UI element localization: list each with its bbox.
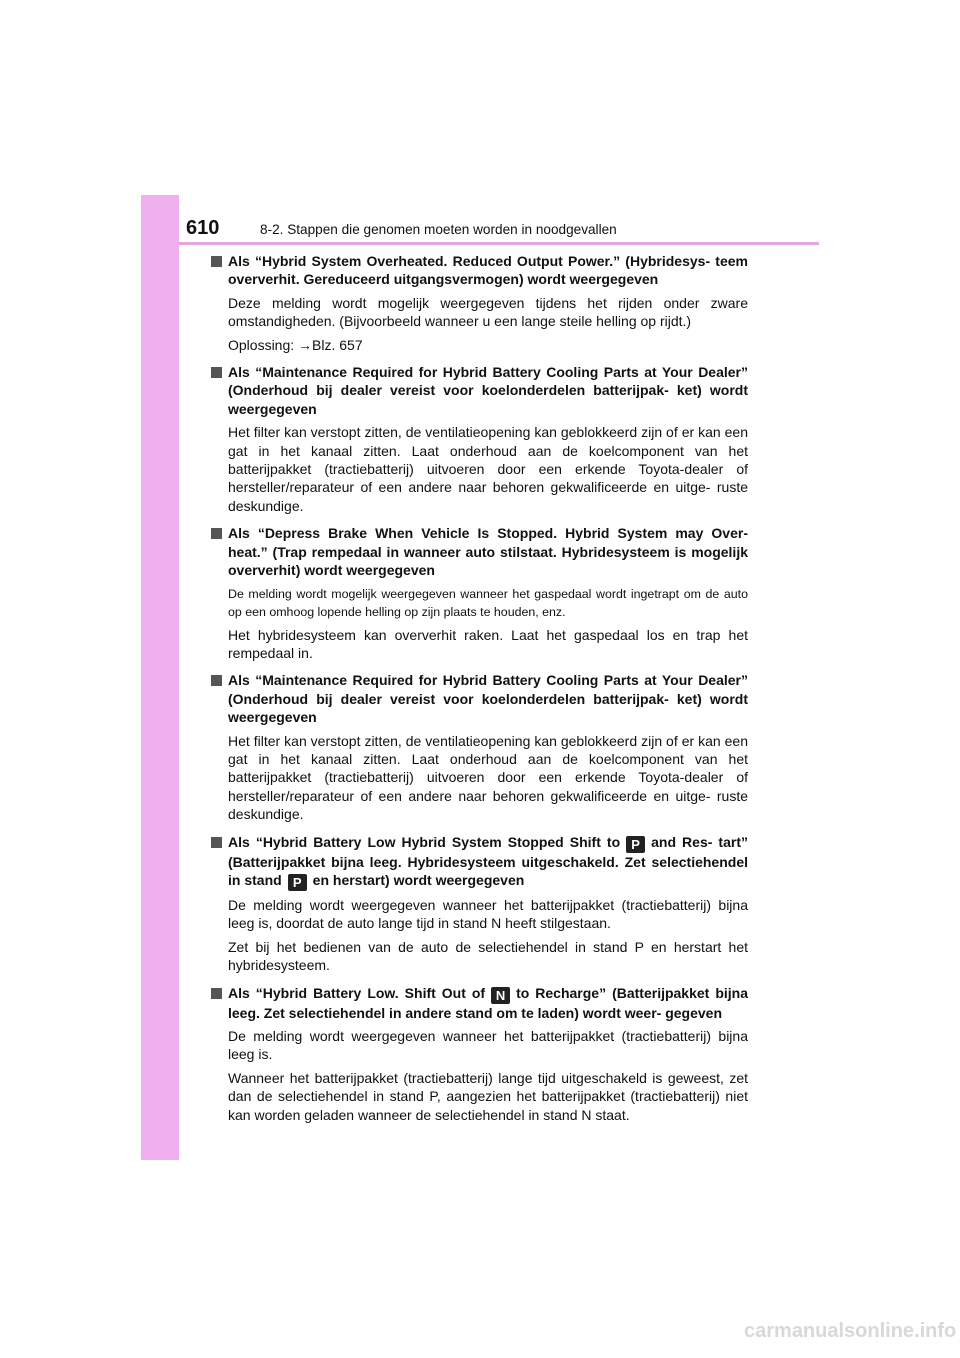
section-heading-text: Als “Maintenance Required for Hybrid Battery Cooling Parts at Your Dealer” (Onderhoud bij dealer vereist voor koelonderdelen batterijpak- ket) wordt weergegeven bbox=[228, 364, 748, 417]
section-maintenance-cooling-parts-repeat bbox=[211, 671, 748, 823]
square-bullet-icon bbox=[211, 837, 222, 848]
section-hybrid-system-overheated bbox=[211, 252, 748, 354]
page-content bbox=[211, 252, 748, 1133]
section-paragraph: Het hybridesysteem kan oververhit raken. Laat het gaspedaal los en trap het rempedaal in. bbox=[228, 626, 748, 661]
section-paragraph: De melding wordt mogelijk weergegeven wanneer het gaspedaal wordt ingetrapt om de auto op een omhoog lopende helling op zijn plaats te houden, enz. bbox=[228, 586, 748, 619]
park-position-icon: P bbox=[288, 874, 307, 891]
section-heading bbox=[211, 524, 748, 579]
page-number: 610 bbox=[186, 217, 220, 239]
park-position-icon: P bbox=[626, 836, 645, 853]
section-paragraph: De melding wordt weergegeven wanneer het batterijpakket (tractiebatterij) bijna leeg is. bbox=[228, 1028, 748, 1063]
square-bullet-icon bbox=[211, 367, 222, 378]
section-hybrid-battery-low-stopped bbox=[211, 833, 748, 975]
section-paragraph: De melding wordt weergegeven wanneer het batterijpakket (tractiebatterij) bijna leeg is, doordat de auto lange tijd in stand N heeft stilgestaan. bbox=[228, 896, 748, 932]
section-hybrid-battery-low-shift-out bbox=[211, 984, 748, 1124]
section-heading bbox=[211, 252, 748, 289]
section-heading-text: to Recharge” (Batterijpakket bijna leeg. Zet selectiehendel in andere stand om te laden) wordt weer- gegeven bbox=[228, 984, 748, 1021]
section-heading bbox=[211, 363, 748, 418]
section-paragraph: Het filter kan verstopt zitten, de ventilatieopening kan geblokkeerd zijn of er kan een gat in het kanaal zitten. Laat onderhoud aan de koelcomponent van het batterijpakket (tractiebatterij) uitvoeren door een erkende Toyota-dealer of hersteller/reparateur of een andere naar behoren gekwalificeerde en uitge- ruste deskundige. bbox=[228, 424, 748, 514]
chapter-title: 8-2. Stappen die genomen moeten worden in noodgevallen bbox=[260, 222, 617, 237]
section-heading bbox=[211, 984, 748, 1022]
section-maintenance-cooling-parts bbox=[211, 363, 748, 515]
section-depress-brake bbox=[211, 524, 748, 662]
section-heading bbox=[211, 671, 748, 726]
section-paragraph: Oplossing: →Blz. 657 bbox=[228, 336, 363, 353]
header-divider bbox=[179, 242, 819, 245]
section-paragraph: Wanneer het batterijpakket (tractiebatterij) lange tijd uitgeschakeld is geweest, zet dan de selectiehendel in stand P, aangezien het batterijpakket (tractiebatterij) niet kan worden geladen wanneer de selectiehendel in stand N staat. bbox=[228, 1069, 748, 1123]
section-heading-text: Als “Depress Brake When Vehicle Is Stopped. Hybrid System may Over- heat.” (Trap rempedaal in wanneer auto stilstaat. Hybridesysteem is mogelijk oververhit) wordt weergegeven bbox=[228, 525, 748, 579]
square-bullet-icon bbox=[211, 256, 222, 267]
square-bullet-icon bbox=[211, 675, 222, 686]
section-heading-text: Als “Hybrid Battery Low. Shift Out of bbox=[228, 984, 486, 1001]
section-heading-text: en herstart) wordt weergegeven bbox=[312, 871, 525, 888]
section-paragraph: Het filter kan verstopt zitten, de ventilatieopening kan geblokkeerd zijn of er kan een gat in het kanaal zitten. Laat onderhoud aan de koelcomponent van het batterijpakket (tractiebatterij) uitvoeren door een erkende Toyota-dealer of hersteller/reparateur of een andere naar behoren gekwalificeerde en uitge- ruste deskundige. bbox=[228, 732, 748, 823]
section-heading-text: Als “Hybrid Battery Low Hybrid System Stopped Shift to bbox=[228, 833, 621, 850]
chapter-sidebar-tab bbox=[141, 195, 179, 1160]
section-paragraph: Deze melding wordt mogelijk weergegeven tijdens het rijden onder zware omstandigheden. (Bijvoorbeeld wanneer u een lange steile helling op rijdt.) bbox=[228, 294, 748, 330]
section-heading-text: Als “Maintenance Required for Hybrid Battery Cooling Parts at Your Dealer” (Onderhoud bij dealer vereist voor koelonderdelen batterijpak- ket) wordt weergegeven bbox=[228, 672, 748, 726]
square-bullet-icon bbox=[211, 528, 222, 539]
section-heading bbox=[211, 833, 748, 891]
footer-watermark: carmanualsonline.info bbox=[744, 1320, 957, 1342]
section-heading-text: and Res- tart” (Batterijpakket bijna leeg. Hybridesysteem uitgeschakeld. Zet selectiehendel in stand bbox=[228, 833, 748, 888]
section-heading-text: Als “Hybrid System Overheated. Reduced Output Power.” (Hybridesys- teem oververhit. Gereduceerd uitgangsvermogen) wordt weergegeven bbox=[228, 253, 748, 288]
square-bullet-icon bbox=[211, 988, 222, 999]
section-paragraph: Zet bij het bedienen van de auto de selectiehendel in stand P en herstart het hybridesysteem. bbox=[228, 938, 748, 974]
neutral-position-icon: N bbox=[491, 987, 510, 1004]
